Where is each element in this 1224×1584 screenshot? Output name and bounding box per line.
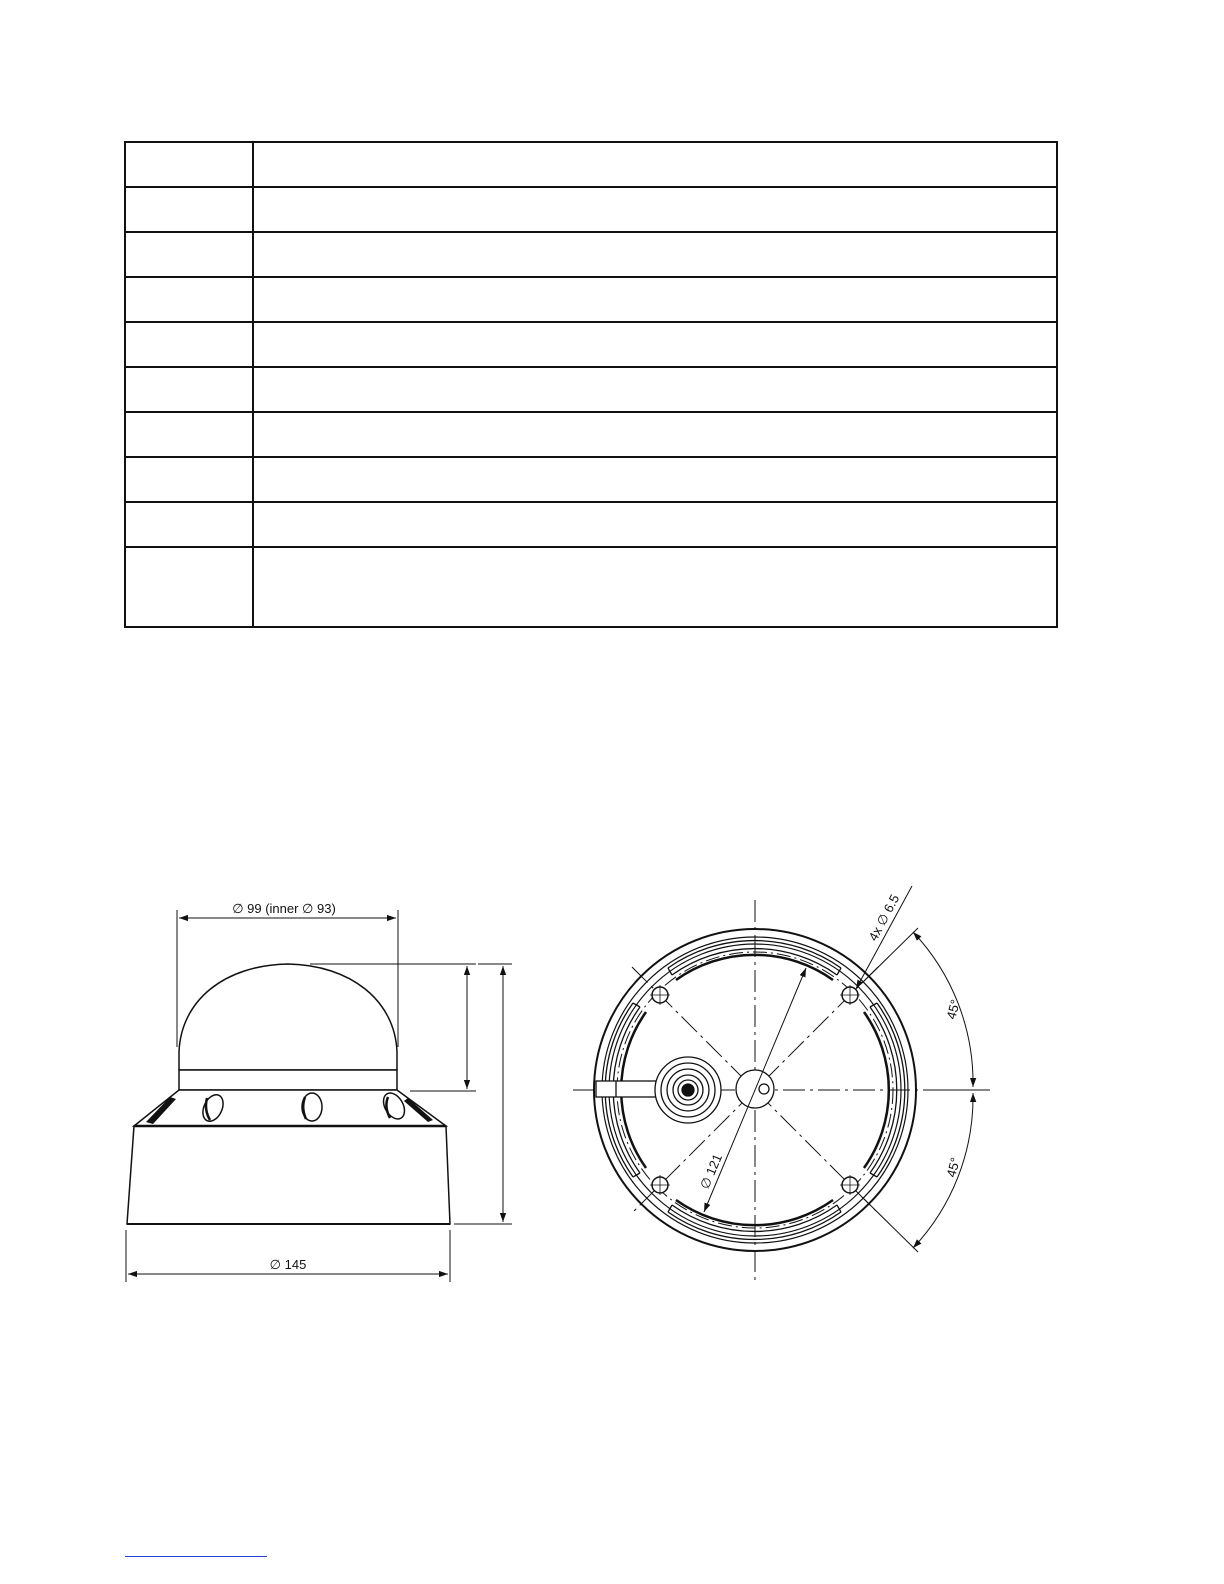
base-diameter-dimension: [126, 1230, 450, 1282]
bolt-circle-label: ∅ 121: [696, 1151, 726, 1192]
dome-ring: [179, 1070, 397, 1090]
dome-diameter-label: ∅ 99 (inner ∅ 93): [232, 901, 336, 916]
hole-callout-label: 4x ∅ 6.5: [865, 891, 903, 944]
bottom-view: [573, 886, 990, 1285]
base-diameter-label: ∅ 145: [269, 1257, 307, 1272]
angle-lower-label: 45°: [943, 1155, 963, 1179]
overall-height-dimension: [454, 964, 512, 1224]
side-view: [126, 910, 512, 1282]
dome-outline: [179, 964, 397, 1070]
footer-rule: [125, 1556, 267, 1557]
angle-upper-label: 45°: [943, 997, 963, 1021]
housing-body: [127, 1126, 450, 1224]
